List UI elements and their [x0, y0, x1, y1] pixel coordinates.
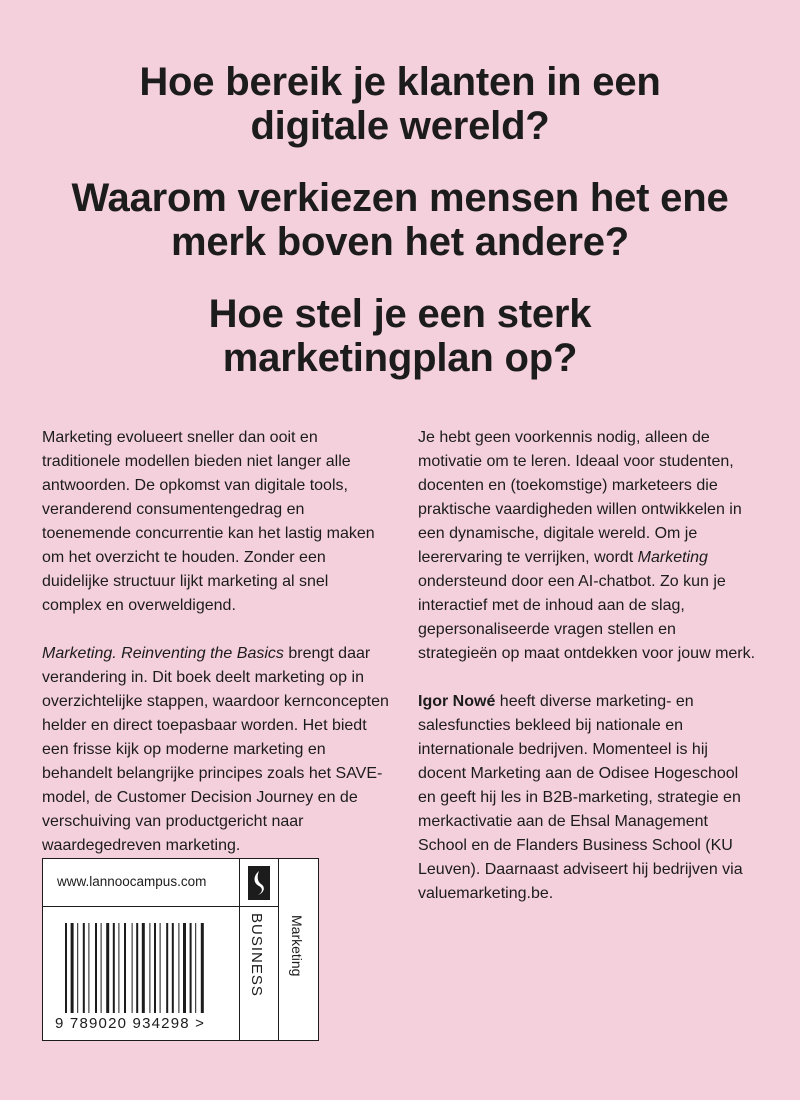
barcode-bar	[166, 923, 168, 1013]
author-bio: heeft diverse marketing- en salesfuncties bekleed bij nationale en internationale bedrijven. Momenteel is hij docent Marketing aan de Odisee Hogeschool en geeft hij les in B2B-marketing, strategie en merkactivatie aan de Ehsal Management School en de Flanders Business School (KU Leuven). Daarnaast adviseert hij bedrijven via valuemarketing.be.	[418, 693, 743, 902]
barcode-bar	[65, 923, 67, 1013]
book-paragraph-text: brengt daar verandering in. Dit boek deelt marketing op in overzichtelijke stappen, waardoor kernconcepten helder en direct toepasbaar worden. Het biedt een frisse kijk op moderne marketing en behandelt belangrijke principes zoals het SAVE-model, de Customer Decision Journey en de verschuiving van productgericht naar waardegedreven marketing.	[42, 645, 389, 854]
barcode-bar	[118, 923, 119, 1013]
publisher-url: www.lannoocampus.com	[43, 859, 240, 907]
barcode-bar	[77, 923, 78, 1013]
barcode-bar	[101, 923, 102, 1013]
question-2-line-2: merk boven het andere?	[171, 220, 629, 264]
audience-text-b: ondersteund door een AI-chatbot. Zo kun je interactief met de inhoud aan de slag, gepersonaliseerde vragen stellen en strategieën op maat ontdekken voor jouw merk.	[418, 573, 756, 662]
audience-text-a: Je hebt geen voorkennis nodig, alleen de motivatie om te leren. Ideaal voor studenten, docenten en (toekomstige) marketeers die praktische vaardigheden willen ontwikkelen in een dynamische, digitale wereld. Om je leerervaring te verrijken, wordt	[418, 429, 742, 566]
question-1-line-2: digitale wereld?	[250, 104, 550, 148]
barcode-bar	[178, 923, 179, 1013]
barcode-bar	[71, 923, 74, 1013]
intro-paragraph: Marketing evolueert sneller dan ooit en traditionele modellen bieden niet langer alle antwoorden. De opkomst van digitale tools, veranderend consumentengedrag en toenemende concurrentie kan het lastig maken om het overzicht te houden. Zonder een duidelijke structuur lijkt marketing al snel complex en overweldigend.	[42, 429, 375, 614]
book-title: Marketing. Reinventing the Basics	[42, 645, 284, 662]
question-1-line-1: Hoe bereik je klanten in een	[139, 60, 661, 104]
barcode-bar	[142, 923, 145, 1013]
barcode-bar	[83, 923, 85, 1013]
barcode-bar	[201, 923, 204, 1013]
author-name: Igor Nowé	[418, 693, 496, 710]
barcode-bar	[95, 923, 97, 1013]
barcode-bar	[136, 923, 138, 1013]
barcode-bar	[124, 923, 126, 1013]
left-column	[42, 426, 392, 882]
barcode-bar	[160, 923, 161, 1013]
barcode-box	[42, 858, 319, 1041]
question-3	[0, 292, 800, 380]
author-paragraph	[418, 690, 758, 906]
question-2-line-1: Waarom verkiezen mensen het ene	[71, 176, 729, 220]
question-1	[0, 60, 800, 148]
barcode-bars	[65, 923, 225, 1013]
barcode-bar	[172, 923, 174, 1013]
barcode-bar	[195, 923, 196, 1013]
lannoo-leaf-icon	[240, 859, 278, 907]
subject-text: Marketing	[289, 915, 305, 977]
barcode-bar	[113, 923, 115, 1013]
barcode-bar	[88, 923, 89, 1013]
question-3-line-2: marketingplan op?	[222, 336, 578, 380]
question-3-line-1: Hoe stel je een sterk	[208, 292, 592, 336]
book-paragraph	[42, 642, 392, 858]
category-text: BUSINESS	[248, 913, 265, 997]
barcode-bar	[149, 923, 150, 1013]
category-label	[240, 907, 278, 1040]
right-column	[418, 426, 758, 930]
barcode-bar	[154, 923, 156, 1013]
audience-book-title: Marketing	[637, 549, 708, 566]
barcode-bar	[190, 923, 192, 1013]
isbn-barcode	[43, 907, 240, 1040]
barcode-bar	[106, 923, 109, 1013]
question-2	[0, 176, 800, 264]
subject-label	[278, 859, 318, 1040]
audience-paragraph	[418, 426, 758, 666]
barcode-bar	[132, 923, 133, 1013]
isbn-digits: 9 789020 934298 >	[55, 1015, 206, 1032]
barcode-bar	[183, 923, 186, 1013]
